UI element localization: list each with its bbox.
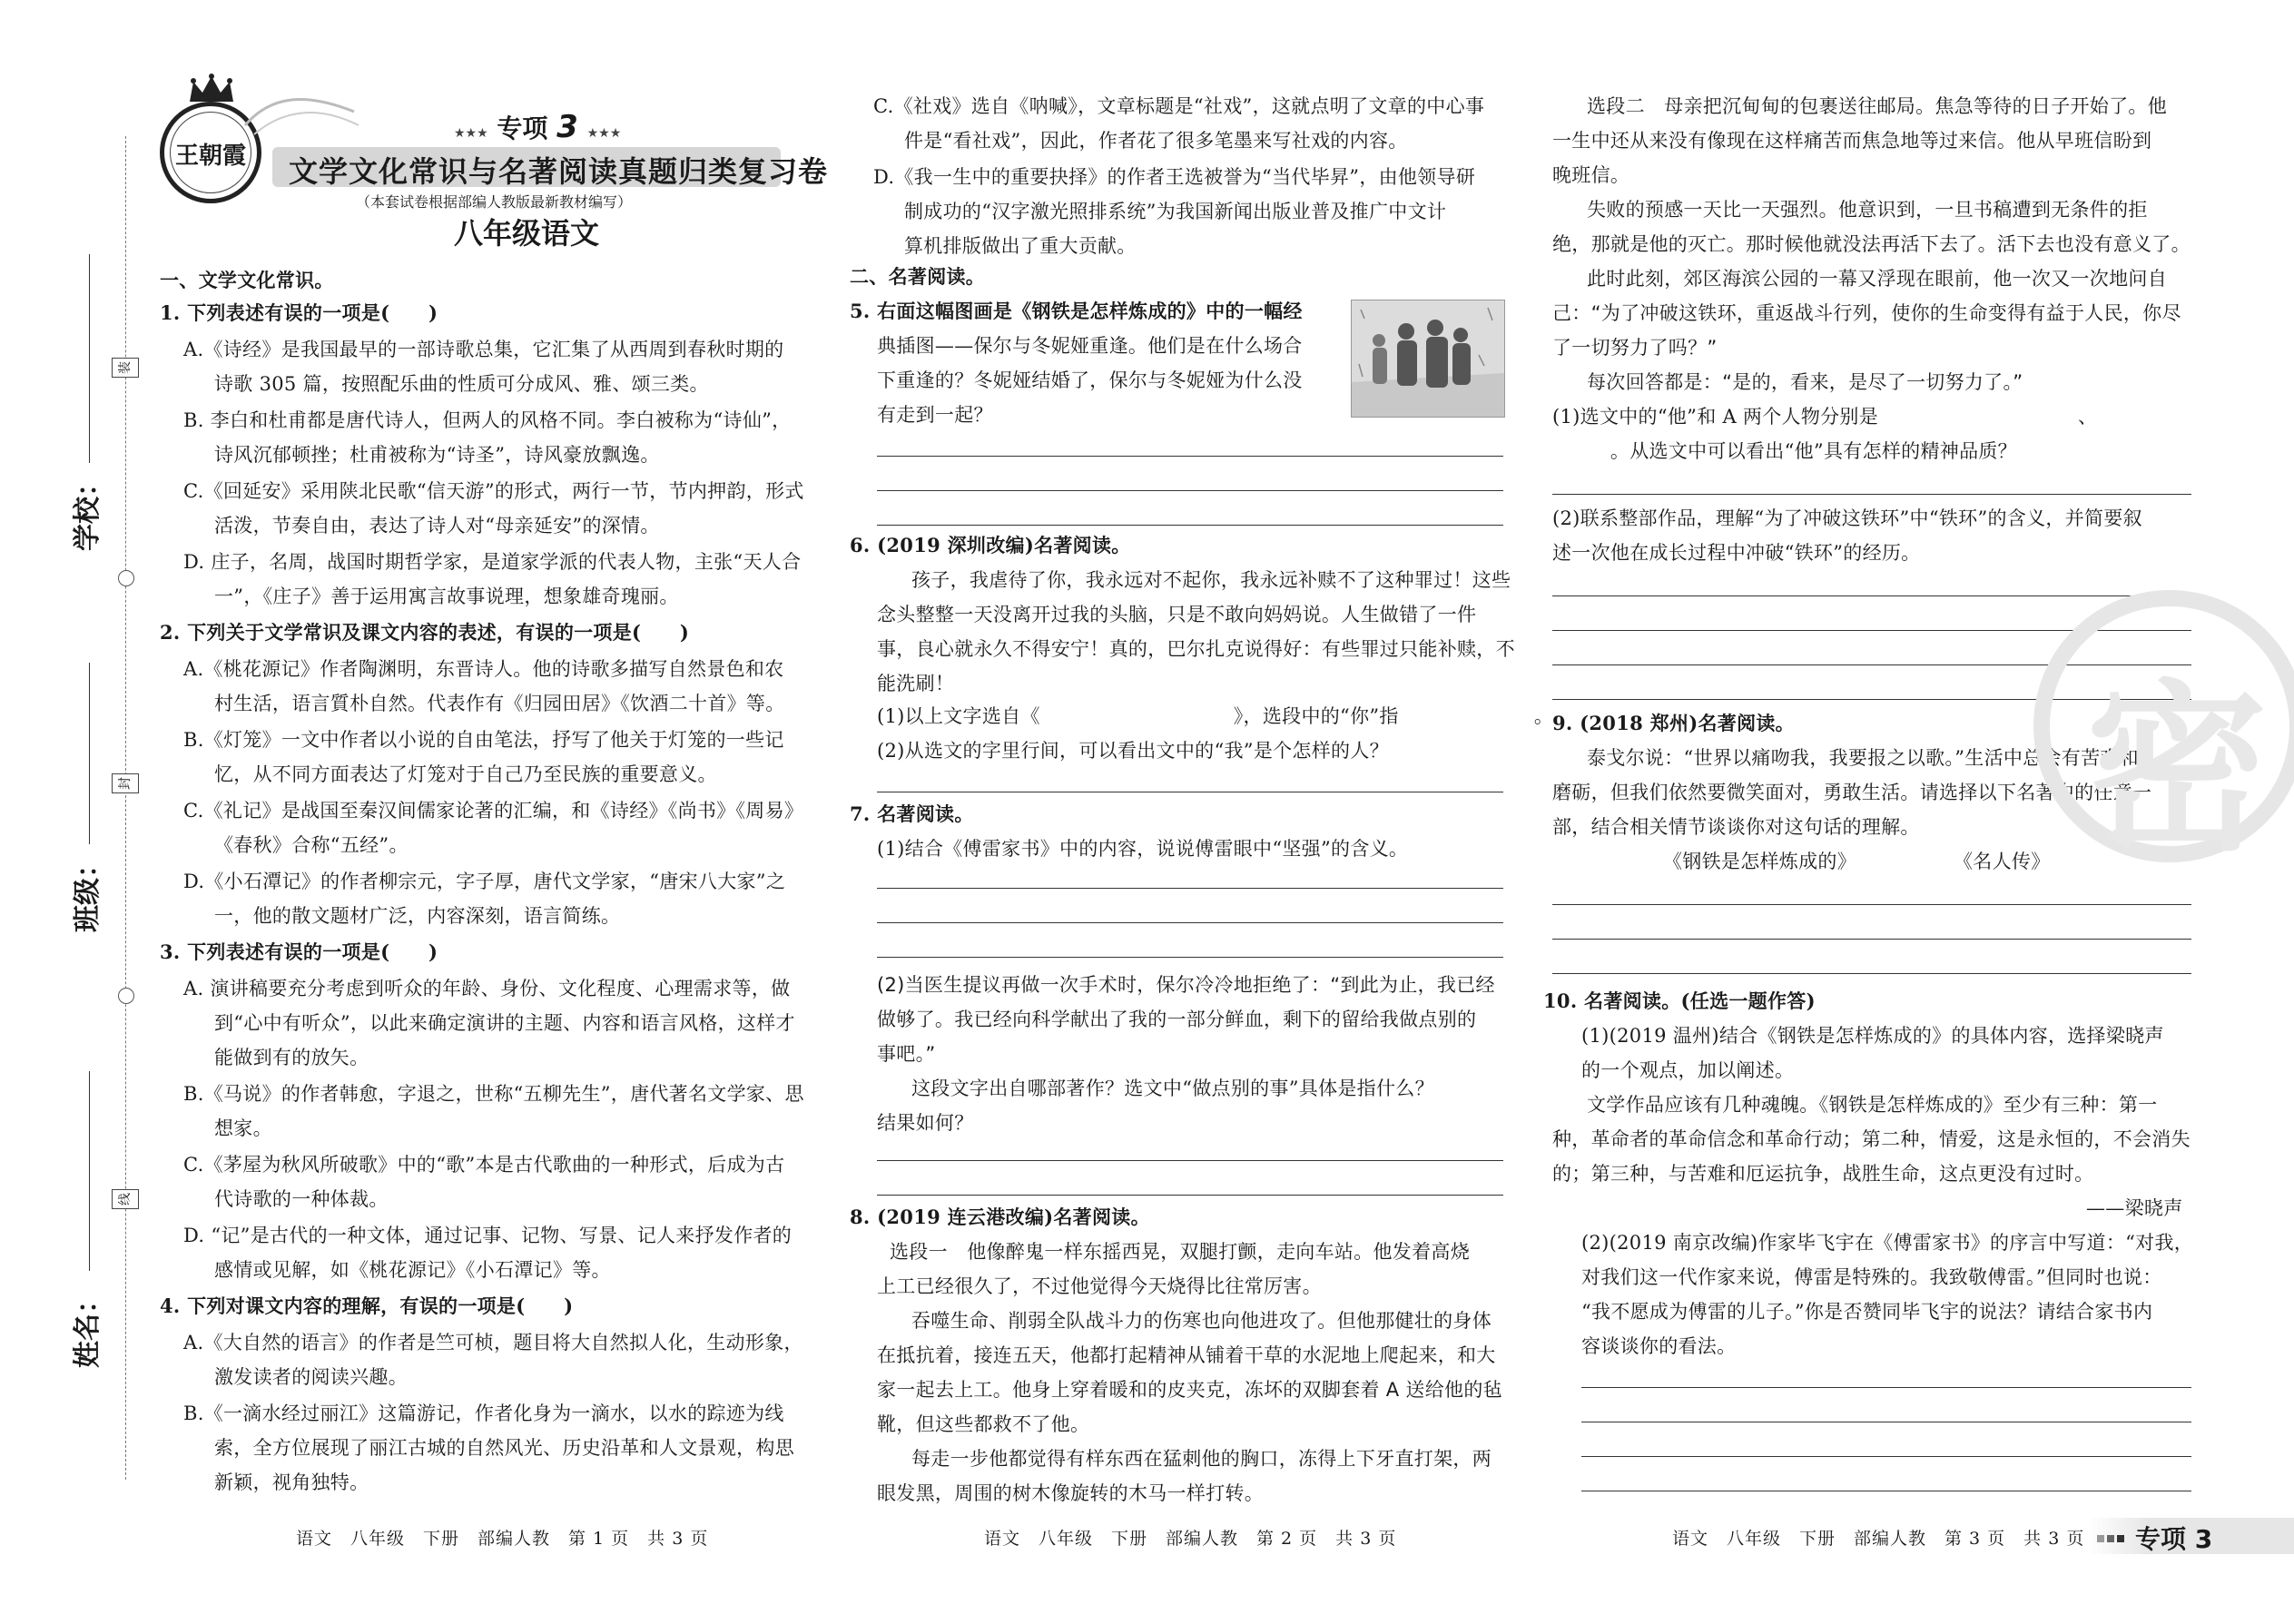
col2-text-line: 家一起去上工。他身上穿着暖和的皮夹克，冻坏的双脚套着 A 送给他的毡 — [877, 1379, 1502, 1401]
col2-text-line: 6. (2019 深圳改编)名著阅读。 — [850, 534, 1131, 556]
binding-hole-1 — [118, 570, 134, 586]
watermark-text: 密 — [2086, 664, 2269, 876]
col1-text-line: A.《诗经》是我国最早的一部诗歌总集，它汇集了从西周到春秋时期的 — [183, 339, 784, 360]
col3-text-line: (2)(2019 南京改编)作家毕飞宇在《傅雷家书》的序言中写道：“对我， — [1581, 1232, 2194, 1254]
col1-text-line: 索，全方位展现了丽江古城的自然风光、历史沿革和人文景观，构思 — [214, 1437, 794, 1459]
illustration-pavel-tonya — [1351, 300, 1505, 418]
col1-text-line: 忆，从不同方面表达了灯笼对于自己乃至民族的重要意义。 — [214, 763, 717, 785]
answer-line[interactable] — [877, 1195, 1503, 1196]
col2-text-line: 能洗刷！ — [877, 673, 955, 694]
col2-text-line: 件是“看社戏”，因此，作者花了很多笔墨来写社戏的内容。 — [904, 130, 1408, 152]
answer-line[interactable] — [1552, 973, 2191, 974]
col3-text-line: 《钢铁是怎样炼成的》 — [1663, 851, 1856, 872]
col2-text-line: 二、名著阅读。 — [850, 266, 986, 288]
col1-text-line: 一、文学文化常识。 — [160, 270, 334, 291]
footer-page-2: 语文 八年级 下册 部编人教 第 2 页 共 3 页 — [984, 1529, 1397, 1549]
col3-text-line: 失败的预感一天比一天强烈。他意识到，一旦书稿遭到无条件的拒 — [1587, 199, 2148, 221]
cut-mark-1: 装 — [112, 358, 139, 378]
col2-text-line: 8. (2019 连云港改编)名著阅读。 — [850, 1206, 1150, 1228]
class-label: 班级： — [72, 851, 103, 932]
exam-title: 文学文化常识与名著阅读真题归类复习卷 — [289, 154, 829, 189]
col2-text-line: 算机排版做出了重大贡献。 — [904, 235, 1137, 257]
col2-text-line: 典插图——保尔与冬妮娅重逢。他们是在什么场合 — [877, 335, 1303, 357]
col2-text-line: 念头整整一天没离开过我的头脑，只是不敢向妈妈说。人生做错了一件 — [877, 604, 1477, 625]
col1-text-line: B. 李白和杜甫都是唐代诗人，但两人的风格不同。李白被称为“诗仙”， — [183, 409, 792, 431]
col1-text-line: 《春秋》合称“五经”。 — [214, 834, 409, 856]
col2-text-line: 事，良心就永久不得安宁！真的，巴尔扎克说得好：有些罪过只能补赎，不 — [877, 638, 1515, 660]
name-label: 姓名： — [72, 1286, 103, 1368]
col1-text-line: C.《礼记》是战国至秦汉间儒家论著的汇编，和《诗经》《尚书》《周易》 — [183, 800, 804, 822]
answer-line[interactable] — [1581, 1387, 2191, 1388]
cut-line — [125, 136, 126, 1480]
col1-text-line: 3. 下列表述有误的一项是( ) — [160, 940, 438, 963]
col2-text-line: 做够了。我已经向科学献出了我的一部分鲜血，剩下的留给我做点别的 — [877, 1009, 1477, 1030]
answer-line[interactable] — [877, 525, 1503, 526]
col2-text-line: 有走到一起？ — [877, 404, 993, 426]
col2-text-line: 事吧。” — [877, 1043, 936, 1065]
col3-text-line: 泰戈尔说：“世界以痛吻我，我要报之以歌。”生活中总会有苦难和 — [1587, 747, 2139, 769]
star-decoration-left: ★★★ — [454, 126, 488, 141]
answer-line[interactable] — [877, 922, 1503, 923]
answer-line[interactable] — [1552, 939, 2191, 940]
footer-page-3: 语文 八年级 下册 部编人教 第 3 页 共 3 页 — [1672, 1529, 2085, 1549]
col3-text-line: 了一切努力了吗？” — [1552, 337, 1718, 359]
col1-text-line: B.《灯笼》一文中作者以小说的自由笔法，抒写了他关于灯笼的一些记 — [183, 729, 784, 751]
watermark-seal — [2033, 590, 2294, 876]
col2-text-line: 7. 名著阅读。 — [850, 802, 974, 825]
col2-text-line: 制成功的“汉字激光照排系统”为我国新闻出版业普及推广中文计 — [904, 201, 1447, 222]
col2-text-line: 靴，但这些都救不了他。 — [877, 1413, 1090, 1435]
col1-text-line: 想家。 — [214, 1117, 272, 1139]
decorative-swoosh — [236, 89, 363, 143]
col1-text-line: A.《桃花源记》作者陶渊明，东晋诗人。他的诗歌多描写自然景色和农 — [183, 658, 784, 680]
col3-text-line: 选段二 母亲把沉甸甸的包裹送往邮局。焦急等待的日子开始了。他 — [1587, 95, 2167, 117]
logo-text: 王朝霞 — [174, 143, 246, 170]
col2-text-line: (2)从选文的字里行间，可以看出文中的“我”是个怎样的人？ — [877, 740, 1389, 762]
col1-text-line: 一，他的散文题材广泛，内容深刻，语言简练。 — [214, 905, 621, 927]
col2-text-line: D.《我一生中的重要抉择》的作者王选被誉为“当代毕昇”，由他领导研 — [873, 166, 1476, 188]
answer-line[interactable] — [1552, 904, 2191, 905]
col3-text-line: (2)联系整部作品，理解“为了冲破这铁环”中“铁环”的含义，并简要叙 — [1552, 507, 2142, 529]
answer-line[interactable] — [877, 490, 1503, 491]
col1-text-line: 村生活，语言質朴自然。代表作有《归园田居》《饮酒二十首》等。 — [214, 693, 785, 714]
col1-text-line: D. 庄子，名周，战国时期哲学家，是道家学派的代表人物，主张“天人合 — [183, 551, 802, 573]
col2-text-line: (1)以上文字选自《 》，选段中的“你”指 。 — [877, 705, 1554, 727]
col3-text-line: 磨砺，但我们依然要微笑面对，勇敢生活。请选择以下名著中的任意一 — [1552, 782, 2152, 803]
special-label: 专项 — [497, 113, 548, 143]
col1-text-line: D.《小石潭记》的作者柳宗元，字子厚，唐代文学家，“唐宋八大家”之 — [183, 871, 786, 892]
binding-hole-2 — [118, 988, 134, 1004]
col1-text-line: 到“心中有听众”，以此来确定演讲的主题、内容和语言风格，这样才 — [214, 1012, 795, 1034]
col2-text-line: 眼发黑，周围的树木像旋转的木马一样打转。 — [877, 1482, 1264, 1504]
col1-text-line: 活泼，节奏自由，表达了诗人对“母亲延安”的深情。 — [214, 515, 660, 536]
crown-icon — [186, 73, 237, 105]
col1-text-line: 2. 下列关于文学常识及课文内容的表述，有误的一项是( ) — [160, 621, 690, 644]
cut-mark-3: 线 — [112, 1189, 139, 1209]
name-field-line — [89, 1071, 90, 1271]
col1-text-line: C.《茅屋为秋风所破歌》中的“歌”本是古代歌曲的一种形式，后成为古 — [183, 1154, 785, 1176]
col1-text-line: 1. 下列表述有误的一项是( ) — [160, 301, 438, 324]
col1-text-line: 感情或见解，如《桃花源记》《小石潭记》等。 — [214, 1259, 611, 1281]
col2-text-line: 吞噬生命、削弱全队战斗力的伤寒也向他进攻了。但他那健壮的身体 — [911, 1310, 1492, 1332]
col1-text-line: 一”，《庄子》善于运用寓言故事说理，想象雄奇瑰丽。 — [214, 586, 679, 607]
col3-text-line: 《名人传》 — [1954, 851, 2051, 872]
col3-text-line: 的；第三种，与苦难和厄运抗争，战胜生命，这点更没有过时。 — [1552, 1163, 2094, 1185]
answer-line[interactable] — [877, 957, 1503, 958]
col1-text-line: 代诗歌的一种体裁。 — [214, 1188, 389, 1210]
col3-text-line: 种，革命者的革命信念和革命行动；第二种，情爱，这是永恒的，不会消失 — [1552, 1128, 2191, 1150]
col1-text-line: D. “记”是古代的一种文体，通过记事、记物、写景、记人来抒发作者的 — [183, 1225, 793, 1246]
special-heading — [454, 109, 621, 145]
col3-text-line: 部，结合相关情节谈谈你对这句话的理解。 — [1552, 816, 1920, 838]
col1-text-line: 4. 下列对课文内容的理解，有误的一项是( ) — [160, 1294, 574, 1317]
col2-text-line: (1)结合《傅雷家书》中的内容，说说傅雷眼中“坚强”的含义。 — [877, 838, 1409, 860]
col3-text-line: 晚班信。 — [1552, 164, 1630, 186]
col1-text-line: 新颖，视角独特。 — [214, 1471, 369, 1493]
special-number: 3 — [556, 109, 578, 145]
col2-text-line: 上工已经很久了，不过他觉得今天烧得比往常厉害。 — [877, 1275, 1322, 1297]
col3-text-line: 己：“为了冲破这铁环，重返战斗行列，使你的生命变得有益于人民，你尽 — [1552, 302, 2181, 324]
col1-text-line: 激发读者的阅读兴趣。 — [214, 1366, 408, 1388]
col1-text-line: C.《回延安》采用陕北民歌“信天游”的形式，两行一节，节内押韵，形式 — [183, 480, 804, 502]
col2-text-line: C.《社戏》选自《呐喊》，文章标题是“社戏”，这就点明了文章的中心事 — [873, 95, 1485, 117]
col2-text-line: 5. 右面这幅图画是《钢铁是怎样炼成的》中的一幅经 — [850, 300, 1303, 322]
col2-text-line: 孩子，我虐待了你，我永远对不起你，我永远补赎不了这种罪过！这些 — [911, 569, 1511, 591]
col1-text-line: 能做到有的放矢。 — [214, 1047, 369, 1068]
class-field-line — [89, 663, 90, 844]
school-label: 学校： — [72, 469, 103, 551]
col3-text-line: (1)(2019 温州)结合《钢铁是怎样炼成的》的具体内容，选择梁晓声 — [1581, 1025, 2164, 1047]
col3-text-line: 一生中还从来没有像现在这样痛苦而焦急地等过来信。他从早班信盼到 — [1552, 130, 2152, 152]
grade-title: 八年级语文 — [454, 216, 600, 251]
footer-badge-bar — [2088, 1518, 2294, 1554]
col3-text-line: 文学作品应该有几种魂魄。《钢铁是怎样炼成的》至少有三种：第一 — [1587, 1094, 2158, 1116]
answer-line[interactable] — [877, 1160, 1503, 1161]
col2-text-line: 下重逢的？冬妮娅结婚了，保尔与冬妮娅为什么没 — [877, 369, 1303, 391]
col3-text-line: 对我们这一代作家来说，傅雷是特殊的。我致敬傅雷。”但同时也说： — [1581, 1266, 2162, 1288]
col2-text-line: 每走一步他都觉得有样东西在猛刺他的胸口，冻得上下牙直打架，两 — [911, 1448, 1492, 1470]
col2-text-line: 这段文字出自哪部著作？选文中“做点别的事”具体是指什么？ — [911, 1078, 1434, 1099]
footer-page-1: 语文 八年级 下册 部编人教 第 1 页 共 3 页 — [296, 1529, 709, 1549]
col2-text-line: 在抵抗着，接连五天，他都打起精神从铺着干草的水泥地上爬起来，和大 — [877, 1344, 1496, 1366]
col1-text-line: B.《一滴水经过丽江》这篇游记，作者化身为一滴水，以水的踪迹为线 — [183, 1403, 784, 1424]
col3-text-line: ——梁晓声 — [2086, 1197, 2183, 1219]
col3-text-line: 。从选文中可以看出“他”具有怎样的精神品质？ — [1552, 440, 2017, 462]
col2-text-line: 结果如何？ — [877, 1112, 974, 1134]
col3-text-line: 绝，那就是他的灭亡。那时候他就没法再活下去了。活下去也没有意义了。 — [1552, 233, 2191, 255]
col3-text-line: 述一次他在成长过程中冲破“铁环”的经历。 — [1552, 542, 1921, 564]
col2-text-line: 选段一 他像醉鬼一样东摇西晃，双腿打颤，走向车站。他发着高烧 — [890, 1241, 1470, 1263]
col2-text-line: (2)当医生提议再做一次手术时，保尔冷冷地拒绝了：“到此为止，我已经 — [877, 974, 1495, 996]
school-field-line — [89, 254, 90, 463]
col3-text-line: 9. (2018 郑州)名著阅读。 — [1552, 712, 1795, 734]
exam-subtitle: （本套试卷根据部编人教版最新教材编写） — [356, 193, 633, 211]
answer-line[interactable] — [877, 456, 1503, 457]
answer-line[interactable] — [1552, 595, 2191, 596]
col1-text-line: A. 演讲稿要充分考虑到听众的年龄、身份、文化程度、心理需求等，做 — [183, 978, 791, 999]
col1-text-line: 诗歌 305 篇，按照配乐曲的性质可分成风、雅、颂三类。 — [214, 373, 709, 395]
star-decoration-right: ★★★ — [586, 126, 622, 141]
footer-badge-squares — [2097, 1530, 2124, 1541]
col3-text-line: (1)选文中的“他”和 A 两个人物分别是 、 — [1552, 406, 2204, 428]
answer-line[interactable] — [1581, 1456, 2191, 1457]
cut-mark-2: 封 — [112, 773, 139, 793]
col3-text-line: 此时此刻，郊区海滨公园的一幕又浮现在眼前，他一次又一次地问自 — [1587, 268, 2167, 290]
col3-text-line: 的一个观点，加以阐述。 — [1581, 1059, 1795, 1081]
col1-text-line: B.《马说》的作者韩愈，字退之，世称“五柳先生”，唐代著名文学家、思 — [183, 1083, 804, 1105]
answer-line[interactable] — [1552, 494, 2191, 495]
col3-text-line: “我不愿成为傅雷的儿子。”你是否赞同毕飞宇的说法？请结合家书内 — [1581, 1301, 2153, 1323]
col3-text-line: 10. 名著阅读。(任选一题作答) — [1543, 989, 1816, 1012]
answer-line[interactable] — [877, 888, 1503, 889]
col1-text-line: A.《大自然的语言》的作者是竺可桢，题目将大自然拟人化，生动形象， — [183, 1332, 803, 1353]
col1-text-line: 诗风沉郁顿挫；杜甫被称为“诗圣”，诗风豪放飘逸。 — [214, 444, 660, 466]
col3-text-line: 容谈谈你的看法。 — [1581, 1335, 1737, 1357]
col3-text-line: 每次回答都是：“是的，看来，是尽了一切努力了。” — [1587, 371, 2023, 393]
footer-badge-label: 专项 3 — [2135, 1524, 2213, 1554]
